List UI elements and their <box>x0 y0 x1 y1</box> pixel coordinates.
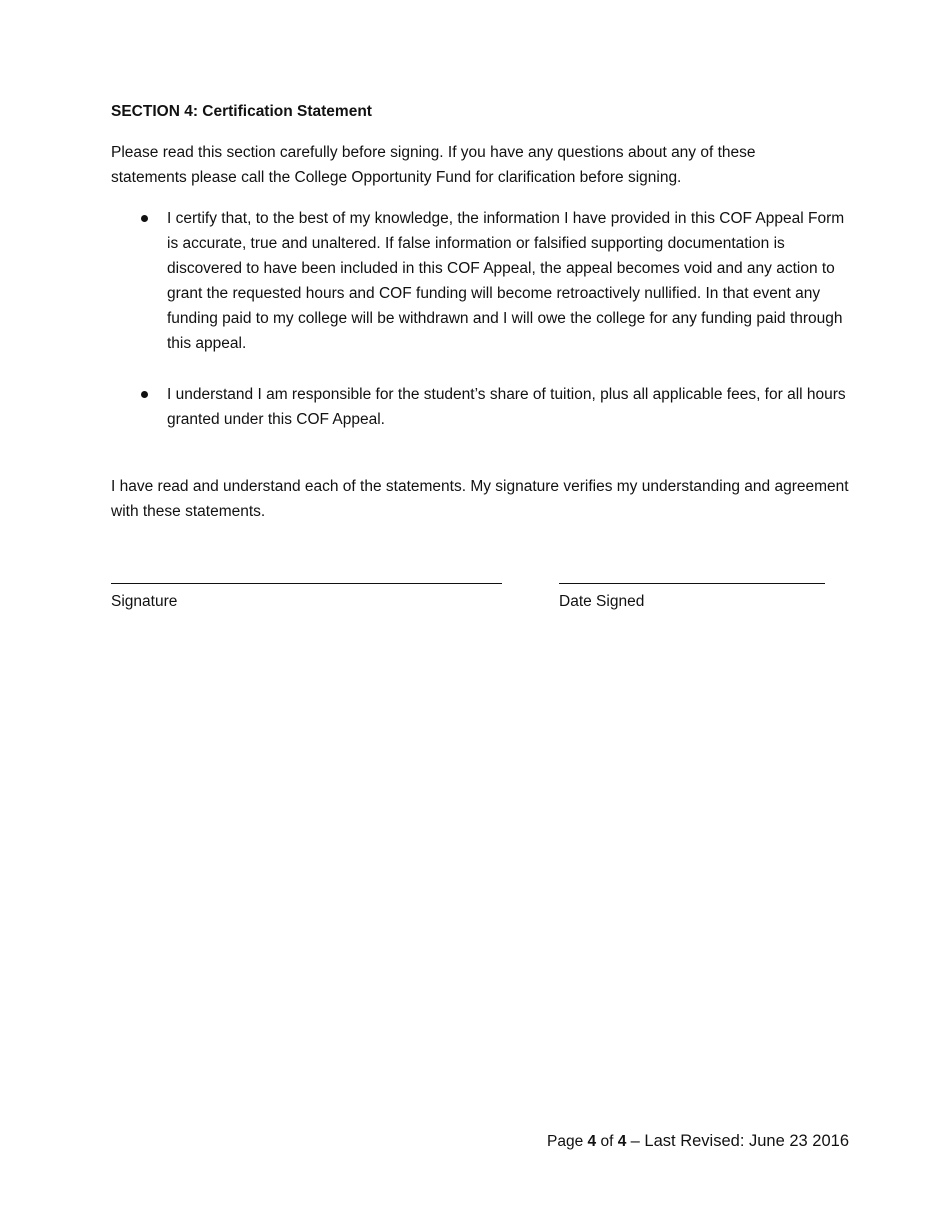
signature-label: Signature <box>111 593 178 610</box>
page-footer <box>547 1129 849 1154</box>
list-item <box>111 382 851 432</box>
bullet-icon <box>141 391 148 398</box>
page-current: 4 <box>587 1133 597 1150</box>
certification-list <box>111 206 851 432</box>
date-signed-line[interactable] <box>559 583 825 584</box>
list-item-text: I understand I am responsible for the student’s share of tuition, plus all applicable fees, for all hours granted under this COF Appeal. <box>167 386 846 428</box>
date-signed-label: Date Signed <box>559 593 645 610</box>
intro-paragraph: Please read this section carefully before signing. If you have any questions about any of these statements please call the College Opportunity Fund for clarification before signing. <box>111 144 756 186</box>
signature-line[interactable] <box>111 583 502 584</box>
last-revised: – Last Revised: June 23 2016 <box>630 1132 849 1150</box>
section-title: SECTION 4: Certification Statement <box>111 103 372 120</box>
bullet-icon <box>141 215 148 222</box>
list-item-text: I certify that, to the best of my knowledge, the information I have provided in this COF Appeal Form is accurate, true and unaltered. If false information or falsified supporting documentation is discovered to have been included in this COF Appeal, the appeal becomes void and any action to grant the requested hours and COF funding will become retroactively nullified. In that event any funding paid to my college will be withdrawn and I will owe the college for any funding paid through this appeal. <box>167 210 845 352</box>
page-of: of <box>600 1133 614 1150</box>
list-item <box>111 206 851 356</box>
page-total: 4 <box>617 1133 627 1150</box>
page-prefix: Page <box>547 1133 584 1150</box>
agreement-paragraph: I have read and understand each of the statements. My signature verifies my understanding and agreement with these statements. <box>111 478 849 520</box>
